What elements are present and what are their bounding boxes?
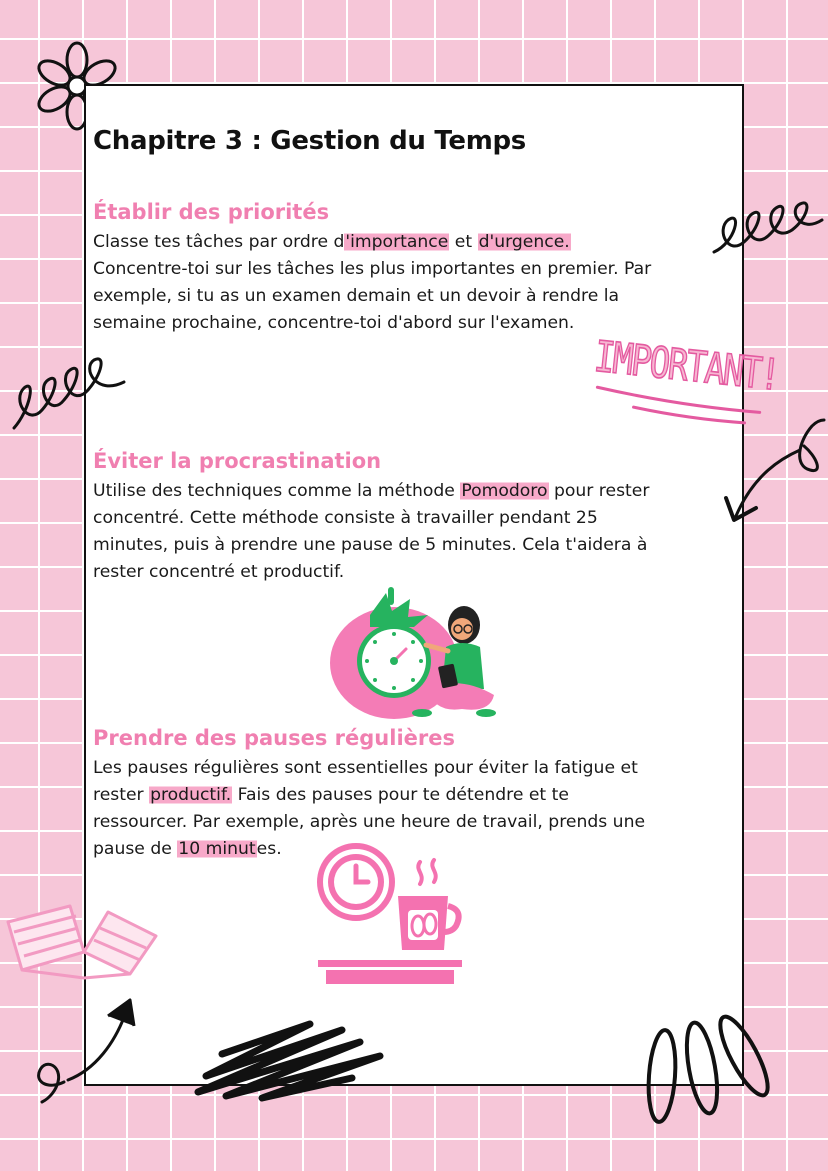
body-line: rester productif. Fais des pauses pour te détendre et te (93, 785, 569, 805)
highlighted-word: 'importance (345, 232, 449, 252)
body-line: concentré. Cette méthode consiste à travailler pendant 25 (93, 508, 598, 528)
scribble-icon (192, 1018, 388, 1102)
body-line: semaine prochaine, concentre-toi d'abord sur l'examen. (93, 313, 575, 333)
pomodoro-tomato-timer-illustration (330, 585, 498, 721)
highlighted-word: 10 minut (178, 839, 256, 859)
highlighted-word: d'urgence. (478, 232, 570, 252)
body-line: Concentre-toi sur les tâches les plus importantes en premier. Par (93, 259, 652, 279)
curved-arrow-icon (28, 994, 140, 1104)
body-line: rester concentré et productif. (93, 562, 345, 582)
clock-coffee-break-icon (312, 840, 468, 990)
page-title: Chapitre 3 : Gestion du Temps (93, 126, 526, 156)
body-line: Classe tes tâches par ordre d'importance et d'urgence. (93, 232, 570, 252)
body-line: Les pauses régulières sont essentielles pour éviter la fatigue et (93, 758, 638, 778)
important-sticker (587, 327, 781, 445)
important-sticker-text: IMPORTANT! (591, 331, 781, 401)
body-line: ressourcer. Par exemple, après une heure de travail, prends une (93, 812, 646, 832)
section-heading: Établir des priorités (93, 200, 330, 224)
petal-doodle-icon (640, 1010, 800, 1130)
body-line: Utilise des techniques comme la méthode Pomodoro pour rester (93, 481, 650, 501)
section-heading: Éviter la procrastination (93, 449, 382, 473)
body-line: pause de 10 minutes. (93, 839, 282, 859)
open-book-icon (0, 892, 162, 982)
section-heading: Prendre des pauses régulières (93, 726, 455, 750)
section-body (93, 229, 733, 337)
body-line: exemple, si tu as un examen demain et un devoir à rendre la (93, 286, 620, 306)
body-line: minutes, puis à prendre une pause de 5 minutes. Cela t'aidera à (93, 535, 648, 555)
highlighted-word: Pomodoro (461, 481, 548, 501)
loop-doodle-icon (8, 348, 128, 434)
highlighted-word: productif. (150, 785, 232, 805)
section-body (93, 478, 733, 586)
